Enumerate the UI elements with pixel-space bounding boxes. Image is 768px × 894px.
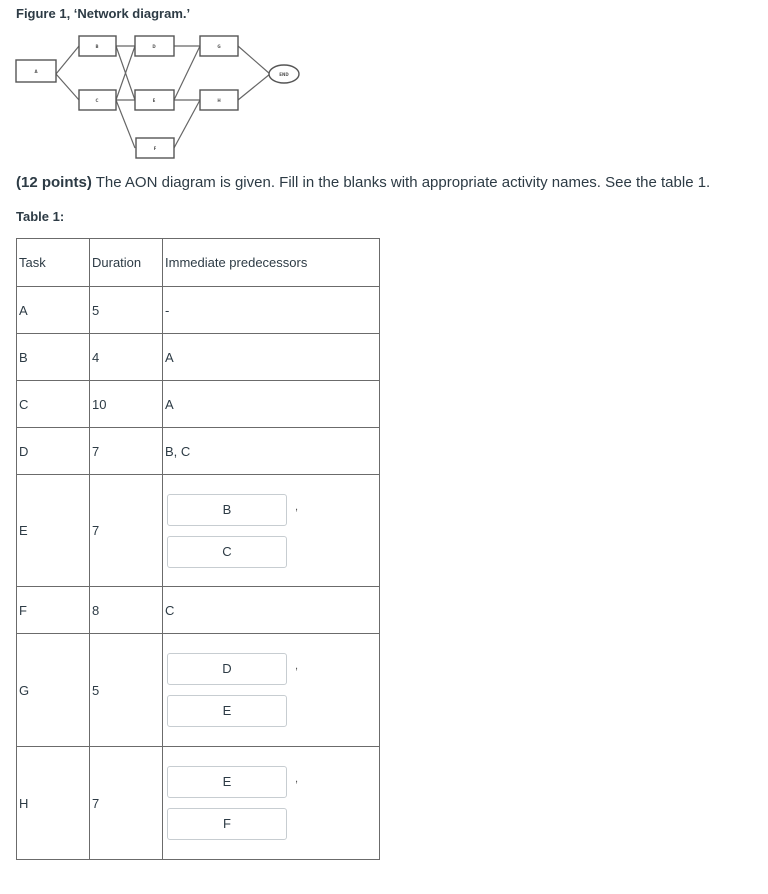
predecessor-cell bbox=[163, 747, 380, 860]
separator-comma: , bbox=[295, 773, 299, 785]
separator-comma: , bbox=[295, 660, 299, 672]
duration-cell: 4 bbox=[90, 334, 163, 381]
task-cell: D bbox=[17, 428, 90, 475]
answer-input-e-2[interactable]: C bbox=[167, 536, 287, 568]
table-row bbox=[17, 334, 380, 381]
duration-cell: 7 bbox=[90, 475, 163, 587]
answer-input-h-2[interactable]: F bbox=[167, 808, 287, 840]
predecessor-cell: A bbox=[163, 334, 380, 381]
task-cell: A bbox=[17, 287, 90, 334]
node-f-label: F bbox=[153, 146, 157, 151]
table-caption: Table 1: bbox=[16, 209, 65, 224]
answer-input-e-1[interactable]: B bbox=[167, 494, 287, 526]
task-cell: H bbox=[17, 747, 90, 860]
predecessor-cell bbox=[163, 475, 380, 587]
task-cell: G bbox=[17, 634, 90, 747]
node-g-label: G bbox=[217, 44, 221, 49]
table-row bbox=[17, 747, 380, 860]
node-a-label: A bbox=[34, 69, 38, 74]
duration-cell: 8 bbox=[90, 587, 163, 634]
header-duration: Duration bbox=[90, 239, 163, 287]
table-row bbox=[17, 475, 380, 587]
question-text bbox=[16, 174, 710, 191]
answer-input-g-2[interactable]: E bbox=[167, 695, 287, 727]
table-row bbox=[17, 381, 380, 428]
answer-input-h-1[interactable]: E bbox=[167, 766, 287, 798]
task-table bbox=[16, 238, 380, 860]
question-points: (12 points) bbox=[16, 174, 92, 191]
figure-title: Figure 1, ‘Network diagram.’ bbox=[16, 6, 191, 21]
table-row bbox=[17, 634, 380, 747]
header-task: Task bbox=[17, 239, 90, 287]
node-e-label: E bbox=[152, 98, 156, 103]
duration-cell: 7 bbox=[90, 747, 163, 860]
predecessor-cell bbox=[163, 634, 380, 747]
node-b-label: B bbox=[95, 44, 99, 49]
node-end-label: END bbox=[279, 72, 289, 77]
answer-input-g-1[interactable]: D bbox=[167, 653, 287, 685]
task-cell: F bbox=[17, 587, 90, 634]
network-diagram bbox=[12, 30, 332, 166]
header-predecessors: Immediate predecessors bbox=[163, 239, 380, 287]
table-row bbox=[17, 428, 380, 475]
table-row bbox=[17, 587, 380, 634]
node-h-label: H bbox=[217, 98, 221, 103]
table-header-row bbox=[17, 239, 380, 287]
table-row bbox=[17, 287, 380, 334]
node-d-label: D bbox=[152, 44, 156, 49]
predecessor-cell: C bbox=[163, 587, 380, 634]
predecessor-cell: B, C bbox=[163, 428, 380, 475]
predecessor-cell: A bbox=[163, 381, 380, 428]
duration-cell: 7 bbox=[90, 428, 163, 475]
duration-cell: 5 bbox=[90, 287, 163, 334]
question-body: The AON diagram is given. Fill in the blanks with appropriate activity names. See the table 1. bbox=[91, 174, 711, 191]
task-cell: B bbox=[17, 334, 90, 381]
task-cell: C bbox=[17, 381, 90, 428]
duration-cell: 10 bbox=[90, 381, 163, 428]
task-cell: E bbox=[17, 475, 90, 587]
separator-comma: , bbox=[295, 500, 299, 513]
node-c-label: C bbox=[95, 98, 99, 103]
duration-cell: 5 bbox=[90, 634, 163, 747]
predecessor-cell: - bbox=[163, 287, 380, 334]
